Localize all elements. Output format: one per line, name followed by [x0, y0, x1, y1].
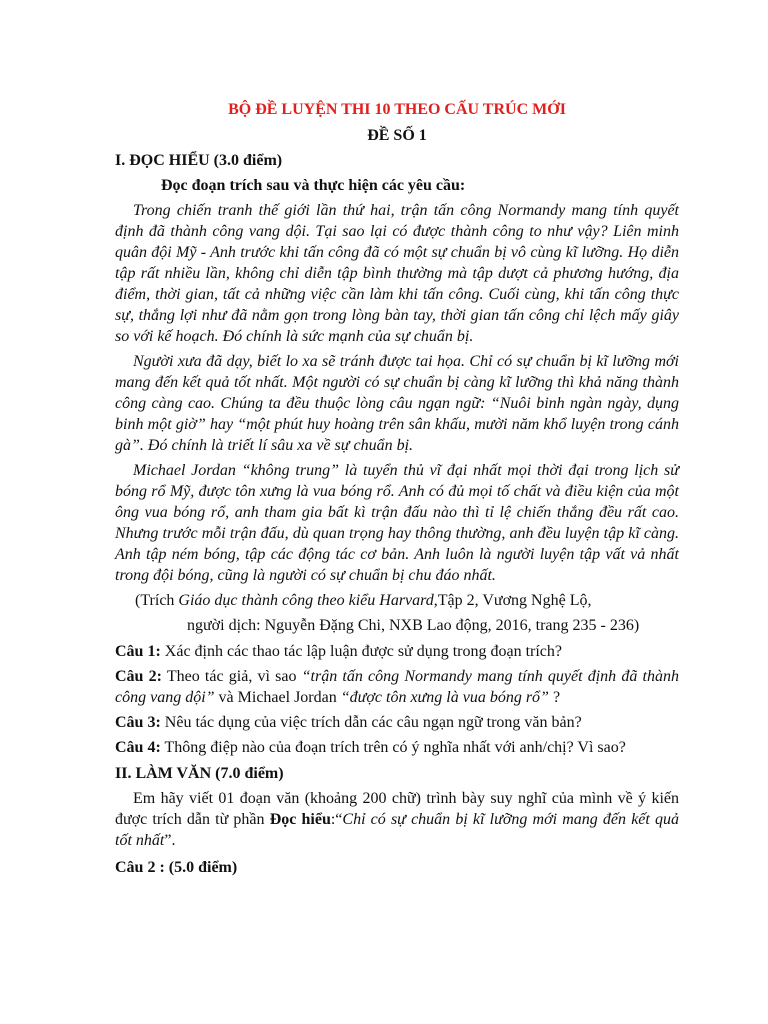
citation-line-2: người dịch: Nguyễn Đặng Chi, NXB Lao động, 2016, trang 235 - 236) [187, 617, 640, 634]
excerpt-paragraph-1: Trong chiến tranh thế giới lần thứ hai, trận tấn công Normandy mang tính quyết định đã thành công vang dội. Tại sao lại có được thành công to như vậy? Liên minh quân đội Mỹ - Anh trước khi tấn công đã có một sự chuẩn bị vô cùng kĩ lưỡng. Họ diễn tập rất nhiều lần, không chỉ diễn tập bình thường mà tập dượt cả phương hướng, địa điểm, thời gian, tất cả những việc cần làm khi tấn công. Cuối cùng, khi tấn công thực sự, thắng lợi như đã nằm gọn trong lòng bàn tay, thời gian tấn công chỉ lệch mấy giây so với kế hoạch. Đó chính là sức mạnh của sự chuẩn bị. [115, 202, 679, 345]
question-2-text-a: Theo tác giả, vì sao [161, 668, 302, 685]
question-2-text-c: và Michael Jordan [214, 689, 341, 706]
question-3 [115, 712, 679, 733]
section-writing-heading: II. LÀM VĂN (7.0 điểm) [115, 765, 284, 782]
section-reading-heading: I. ĐỌC HIỂU (3.0 điểm) [115, 152, 283, 169]
question-2-label: Câu 2: [115, 668, 162, 685]
question-2-text-e: ? [548, 689, 561, 706]
essay-prompt [115, 788, 679, 851]
document-title: BỘ ĐỀ LUYỆN THI 10 THEO CẤU TRÚC MỚI [228, 101, 566, 118]
excerpt-paragraph-3: Michael Jordan “không trung” là tuyển thủ vĩ đại nhất mọi thời đại trong lịch sử bóng rổ Mỹ, được tôn xưng là vua bóng rổ. Anh có đủ mọi tố chất và điều kiện của một ông vua bóng rổ, anh tham gia bất kì trận đấu nào thì tỉ lệ chiến thắng đều rất cao. Nhưng trước mỗi trận đấu, dù quan trọng hay thông thường, anh đều luyện tập kĩ càng. Anh tập ném bóng, tập các động tác cơ bản. Anh luôn là người luyện tập vất vả nhất trong đội bóng, cũng là người có sự chuẩn bị chu đáo nhất. [115, 462, 679, 584]
citation-line-1 [115, 589, 679, 613]
citation-rest: ,Tập 2, Vương Nghệ Lộ, [433, 592, 592, 609]
question-3-text: Nêu tác dụng của việc trích dẫn các câu ngạn ngữ trong văn bản? [160, 714, 582, 731]
essay-prompt-reference: Đọc hiểu [269, 811, 331, 828]
question-4 [115, 737, 679, 758]
question-4-label: Câu 4: [115, 739, 161, 756]
excerpt-paragraph-2: Người xưa đã dạy, biết lo xa sẽ tránh được tai họa. Chỉ có sự chuẩn bị kĩ lưỡng mới mang đến kết quả tốt nhất. Một người có sự chuẩn bị càng kĩ lưỡng thì khả năng thành công càng cao. Chúng ta đều thuộc lòng câu ngạn ngữ: “Nuôi binh ngàn ngày, dụng binh một giờ” hay “một phút huy hoàng trên sân khấu, mười năm khổ luyện trong cánh gà”. Đó chính là triết lí sâu xa về sự chuẩn bị. [115, 353, 679, 454]
question-1 [115, 641, 679, 662]
question-1-label: Câu 1: [115, 643, 161, 660]
essay-prompt-text: Em hãy viết 01 đoạn văn (khoảng 200 chữ) trình bày suy nghĩ của mình về ý kiến được trích dẫn từ phần [115, 790, 679, 828]
citation-book-title: Giáo dục thành công theo kiểu Harvard [178, 592, 434, 609]
essay-quote: Chỉ có sự chuẩn bị kĩ lưỡng mới mang đến kết quả tốt nhất [115, 811, 680, 849]
question-3-label: Câu 3: [115, 714, 161, 731]
essay-close-quote: ”. [164, 832, 176, 849]
question-1-text: Xác định các thao tác lập luận được sử dụng trong đoạn trích? [160, 643, 563, 660]
question-4-text: Thông điệp nào của đoạn trích trên có ý nghĩa nhất với anh/chị? Vì sao? [160, 739, 626, 756]
reading-instruction: Đọc đoạn trích sau và thực hiện các yêu cầu: [161, 177, 466, 194]
document-content [115, 95, 679, 880]
question-2-quote-2: “được tôn xưng là vua bóng rổ” [340, 689, 549, 706]
citation-prefix: (Trích [135, 592, 179, 609]
question-2-quote-1: “trận tấn công Normandy mang tính quyết định đã thành công vang dội” [115, 668, 679, 706]
question-2-writing-heading: Câu 2 : (5.0 điểm) [115, 859, 238, 876]
essay-open-quote: :“ [330, 811, 343, 828]
question-2 [115, 666, 679, 708]
exam-number: ĐỀ SỐ 1 [367, 127, 427, 144]
